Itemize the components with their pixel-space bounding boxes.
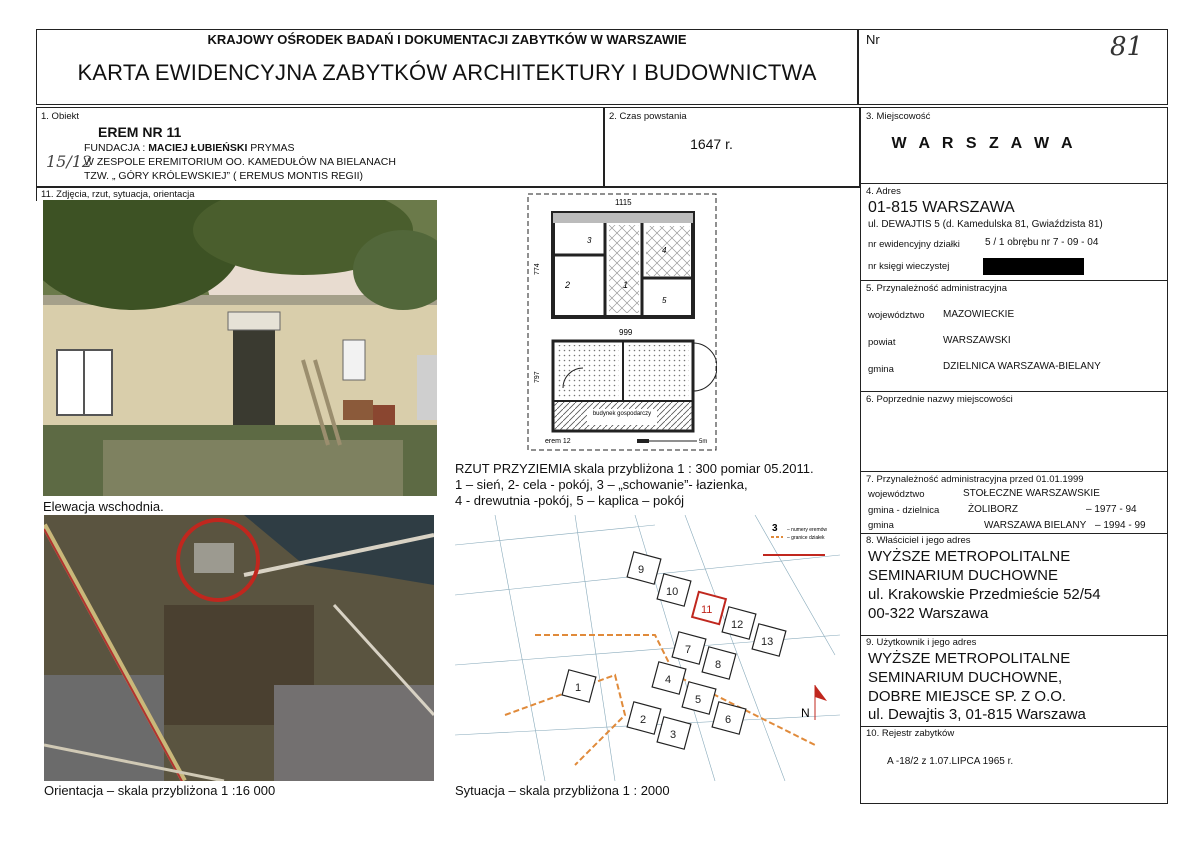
ksiega-label: nr księgi wieczystej [868,261,950,272]
uzytkownik-line4: ul. Dewajtis 3, 01-815 Warszawa [868,706,1086,723]
situation-legend-num: 3 [772,523,778,534]
situation-num-4: 4 [665,674,672,686]
building-photo [43,200,437,496]
woj-label: województwo [868,310,925,321]
fundacja-suffix: PRYMAS [250,142,295,154]
situation-num-1: 1 [575,682,582,694]
situation-num-10: 10 [666,586,679,598]
plan-caption-2: 1 – sień, 2- cela - pokój, 3 – „schowanie”- łazienka, [455,477,748,492]
obiekt-line4: TZW. „ GÓRY KRÓLEWSKIEJ” ( EREMUS MONTIS REGII) [84,170,364,182]
rejestr-label: 10. Rejestr zabytków [866,728,955,739]
situation-num-11: 11 [701,604,713,616]
plan-caption-3: 4 - drewutnia -pokój, 5 – kaplica – pokój [455,493,685,508]
adres-label: 4. Adres [866,186,901,197]
gmina-value: DZIELNICA WARSZAWA-BIELANY [943,361,1101,372]
plan-dim-mid: 999 [619,328,633,337]
situation-num-7: 7 [685,644,692,656]
powiat-label: powiat [868,337,896,348]
plan-room-5: 5 [662,296,667,305]
situation-num-9: 9 [638,564,645,576]
situation-num-6: 6 [725,714,732,726]
obiekt-line3: W ZESPOLE EREMITORIUM OO. KAMEDUŁÓW NA BIELANACH [84,156,396,168]
czas-label: 2. Czas powstania [609,111,687,122]
situation-legend-1: – numery eremów [787,527,828,533]
przed1999-woj-value: STOŁECZNE WARSZAWSKIE [963,488,1100,499]
plan-caption-1: RZUT PRZYZIEMIA skala przybliżona 1 : 300 pomiar 05.2011. [455,461,814,476]
poprzednie-label: 6. Poprzednie nazwy miejscowości [866,394,1013,405]
miejscowosc-value: W A R S Z A W A [891,135,1077,152]
wlasciciel-line4: 00-322 Warszawa [868,605,989,622]
plan-scale-end: 5m [699,439,708,445]
ksiega-redacted [983,258,1084,275]
adres-street: ul. DEWAJTIS 5 (d. Kamedulska 81, Gwiaździsta 81) [868,219,1103,230]
plan-dim-left-lower: 797 [534,371,541,383]
plan-dim-left-upper: 774 [534,263,541,275]
adres-city: 01-815 WARSZAWA [868,199,1015,216]
przed1999-gmina2-value: WARSZAWA BIELANY [984,520,1087,531]
plan-erem: erem 12 [545,438,571,445]
wlasciciel-label: 8. Właściciel i jego adres [866,535,971,546]
institution-name: KRAJOWY OŚRODEK BADAŃ I DOKUMENTACJI ZABYTKÓW W WARSZAWIE [207,32,687,47]
obiekt-label: 1. Obiekt [41,111,80,122]
situation-legend-2: – granice działek [787,535,825,541]
gmina-label: gmina [868,364,894,375]
fundacja-prefix: FUNDACJA : [84,142,146,154]
situation-num-2: 2 [640,714,647,726]
card-title: KARTA EWIDENCYJNA ZABYTKÓW ARCHITEKTURY I BUDOWNICTWA [77,60,817,85]
situation-num-13: 13 [761,636,774,648]
obiekt-handwritten: 15/12 [46,152,93,171]
rejestr-value: A -18/2 z 1.07.LIPCA 1965 r. [887,756,1014,767]
floor-plan [527,193,717,451]
plan-room-2: 2 [565,280,571,290]
situation-num-8: 8 [715,659,722,671]
situation-num-12: 12 [731,619,744,631]
nr-handwritten: 81 [1110,32,1144,62]
uzytkownik-line3: DOBRE MIEJSCE SP. Z O.O. [868,688,1067,705]
wlasciciel-line2: SEMINARIUM DUCHOWNE [868,567,1058,584]
uzytkownik-line1: WYŻSZE METROPOLITALNE [868,650,1071,667]
dzialka-value: 5 / 1 obrębu nr 7 - 09 - 04 [985,237,1099,248]
przynaleznosc-label: 5. Przynależność administracyjna [866,283,1007,294]
situation-map [455,515,840,781]
przed1999-gmina-value: ŻOLIBORZ [968,504,1019,515]
przed1999-gmina-label: gmina - dzielnica [868,505,940,516]
dzialka-label: nr ewidencyjny działki [868,239,960,250]
uzytkownik-line2: SEMINARIUM DUCHOWNE, [868,669,1063,686]
situation-num-5: 5 [695,694,702,706]
plan-dim-top: 1115 [615,198,632,207]
nr-label: Nr [866,32,880,47]
zdjecia-label: 11. Zdjęcia, rzut, sytuacja, orientacja [41,189,195,200]
aerial-photo [44,515,434,781]
plan-woodshed: budynek gospodarczy [592,411,652,417]
plan-room-4: 4 [662,246,667,255]
uzytkownik-label: 9. Użytkownik i jego adres [866,637,977,648]
przed1999-gmina2-years: – 1994 - 99 [1095,520,1146,531]
orient-caption: Orientacja – skala przybliżona 1 :16 000 [44,783,276,798]
obiekt-name: EREM NR 11 [98,124,182,140]
obiekt-fundacja [84,142,294,154]
przed1999-label: 7. Przynależność administracyjna przed 01.01.1999 [866,474,1084,485]
czas-value: 1647 r. [690,136,733,152]
plan-room-1: 1 [623,280,629,290]
fundacja-name: MACIEJ ŁUBIEŃSKI [148,142,248,154]
plan-room-3: 3 [587,236,592,245]
miejscowosc-label: 3. Miejscowość [866,111,931,122]
przed1999-gmina2-label: gmina [868,520,894,531]
przed1999-gmina-years: – 1977 - 94 [1086,504,1137,515]
wlasciciel-line1: WYŻSZE METROPOLITALNE [868,548,1071,565]
przed1999-woj-label: województwo [868,489,925,500]
photo-caption: Elewacja wschodnia. [43,499,164,514]
situation-north: N [801,706,810,720]
wlasciciel-line3: ul. Krakowskie Przedmieście 52/54 [868,586,1101,603]
powiat-value: WARSZAWSKI [943,335,1011,346]
situation-caption: Sytuacja – skala przybliżona 1 : 2000 [455,783,670,798]
situation-num-3: 3 [670,729,677,741]
woj-value: MAZOWIECKIE [943,309,1015,320]
